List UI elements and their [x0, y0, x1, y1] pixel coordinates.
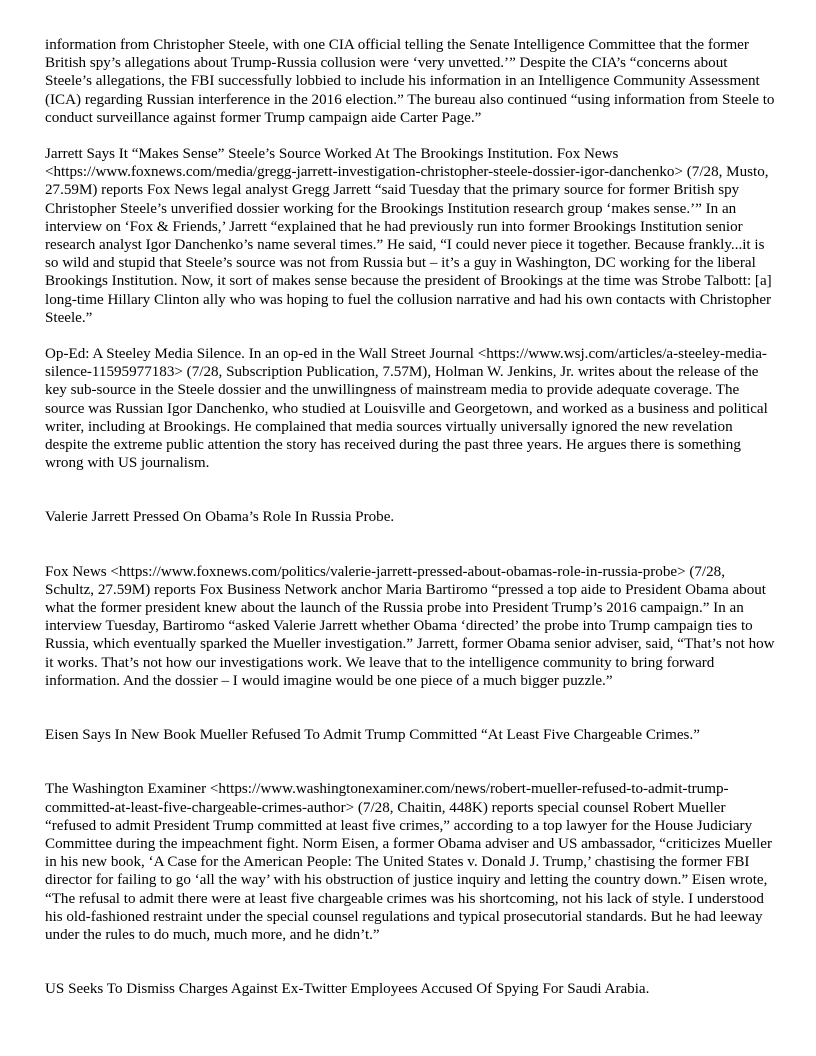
paragraph-washington-examiner: The Washington Examiner <https://www.washingtonexaminer.com/news/robert-mueller-refused-to-admit-trump-committed-at-least-five-chargeable-crimes-author> (7/28, Chaitin, 448K) reports special counsel Robert Mueller “refused to admit President Trump committed at least five crimes,” according to a top lawyer for the House Judiciary Committee during the impeachment fight. Norm Eisen, a former Obama adviser and US ambassador, “criticizes Mueller in his new book, ‘A Case for the American People: The United States v. Donald J. Trump,’ chastising the former FBI director for failing to go ‘all the way’ with his obstruction of justice inquiry and letting the country down.” Eisen wrote, “The refusal to admit there were at least five chargeable crimes was his shortcoming, not his lack of style. I understood his old-fashioned restraint under the special counsel regulations and typical prosecutorial standards. But he had leeway under the rules to do much, much more, and he didn’t.” [45, 781, 773, 943]
paragraph-steeley-media-silence: Op-Ed: A Steeley Media Silence. In an op-ed in the Wall Street Journal <https://www.wsj.com/articles/a-steeley-media-silence-11595977183> (7/28, Subscription Publication, 7.57M), Holman W. Jenkins, Jr. writes about the release of the key sub-source in the Steele dossier and the unwillingness of mainstream media to provide adequate coverage. The source was Russian Igor Danchenko, who studied at Louisville and Georgetown, and worked as a business and political writer, including at Brookings. He complained that media sources virtually universally ignored the new revelation despite the extreme public attention the story has received during the past three years. He argues there is something wrong with US journalism. [45, 346, 768, 472]
headline-valerie-jarrett: Valerie Jarrett Pressed On Obama’s Role In Russia Probe. [45, 509, 395, 526]
paragraph-jarrett-brookings: Jarrett Says It “Makes Sense” Steele’s Source Worked At The Brookings Institution. Fox News <https://www.foxnews.com/media/gregg-jarrett-investigation-christopher-steele-dossier-igor-danchenko> (7/28, Musto, 27.59M) reports Fox News legal analyst Gregg Jarrett “said Tuesday that the primary source for former British spy Christopher Steele’s unverified dossier working for the Brookings Institution research group ‘makes sense.’” In an interview on ‘Fox & Friends,’ Jarrett “explained that he had previously run into former Brookings Institution senior research analyst Igor Danchenko’s name several times.” He said, “I could never piece it together. Because frankly...it is so wild and stupid that Steele’s source was not from Russia but – it’s a guy in Washington, DC working for the liberal Brookings Institution. Now, it sort of makes sense because the president of Brookings at the time was Strobe Talbott: [a] long-time Hillary Clinton ally who was hoping to fuel the collusion narrative and had his own contacts with Christopher Steele.” [45, 146, 772, 326]
headline-twitter-saudi: US Seeks To Dismiss Charges Against Ex-Twitter Employees Accused Of Spying For Saudi Arabia. [45, 981, 650, 998]
paragraph-bartiromo-interview: Fox News <https://www.foxnews.com/politics/valerie-jarrett-pressed-about-obamas-role-in-russia-probe> (7/28, Schultz, 27.59M) reports Fox Business Network anchor Maria Bartiromo “pressed a top aide to President Obama about what the former president knew about the launch of the Russia probe into President Trump’s 2016 campaign.” In an interview Tuesday, Bartiromo “asked Valerie Jarrett whether Obama ‘directed’ the probe into Trump campaign ties to Russia, which eventually sparked the Mueller investigation.” Jarrett, former Obama senior adviser, said, “That’s not how it works. That’s not how our investigations work. We leave that to the intelligence community to bring forward information. And the dossier – I would imagine would be one piece of a much bigger puzzle.” [45, 563, 775, 689]
paragraph-gap [45, 327, 775, 345]
headline-eisen-book: Eisen Says In New Book Mueller Refused To Admit Trump Committed “At Least Five Chargeable Crimes.” [45, 727, 700, 744]
paragraph-gap [45, 690, 775, 726]
paragraph-gap [45, 744, 775, 780]
document-page [45, 36, 775, 998]
paragraph-gap [45, 527, 775, 563]
paragraph-steele-cia: information from Christopher Steele, with one CIA official telling the Senate Intelligence Committee that the former British spy’s allegations about Trump-Russia collusion were ‘very unvetted.’” Despite the CIA’s “concerns about Steele’s allegations, the FBI successfully lobbied to include his information in an Intelligence Community Assessment (ICA) regarding Russian interference in the 2016 election.” The bureau also continued “using information from Steele to conduct surveillance against former Trump campaign aide Carter Page.” [45, 37, 775, 126]
paragraph-gap [45, 472, 775, 508]
paragraph-gap [45, 944, 775, 980]
paragraph-gap [45, 127, 775, 145]
